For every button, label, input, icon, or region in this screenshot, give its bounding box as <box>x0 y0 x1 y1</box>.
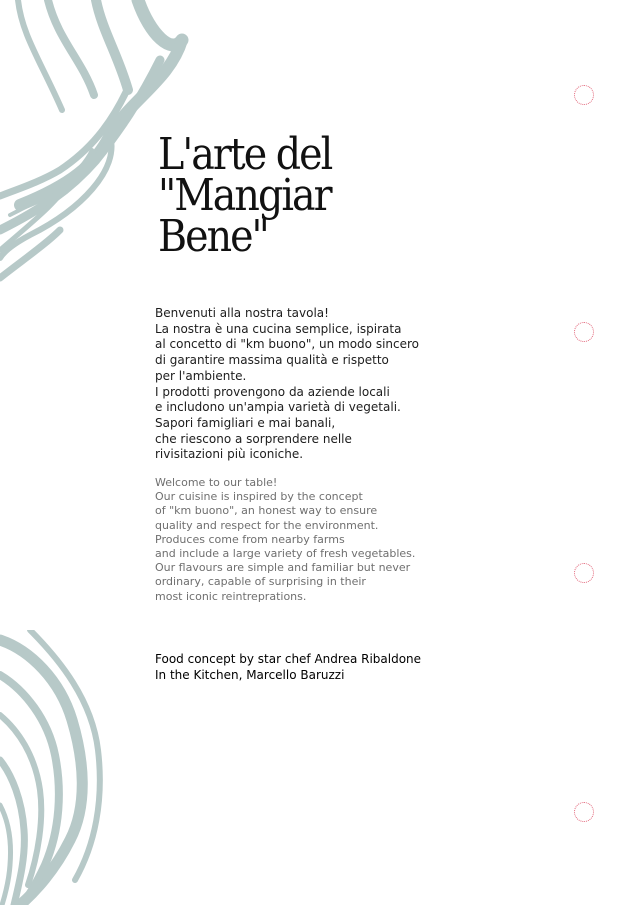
binding-hole <box>574 563 594 583</box>
wave-decoration-bottom <box>0 630 110 905</box>
credit-kitchen: In the Kitchen, Marcello Baruzzi <box>155 668 345 682</box>
binding-hole <box>574 85 594 105</box>
title-line: Bene" <box>158 211 268 262</box>
title-line: "Mangiar <box>158 170 331 221</box>
credit-chef: Food concept by star chef Andrea Ribaldone <box>155 652 422 666</box>
credits <box>155 651 421 683</box>
binding-hole <box>574 322 594 342</box>
binding-hole <box>574 802 594 822</box>
intro-italian: Benvenuti alla nostra tavola! La nostra è una cucina semplice, ispirata al concetto di "km buono", un modo sincero di garantire massima qualità e rispetto per l'ambiente. I prodotti provengono da aziende locali e includono un'ampia varietà di vegetali. Sapori famigliari e mai banali, che riescono a sorprendere nelle rivisitazioni più iconiche. <box>155 306 420 462</box>
page-title <box>158 129 428 262</box>
intro-english: Welcome to our table! Our cuisine is inspired by the concept of "km buono", an honest way to ensure quality and respect for the environment. Produces come from nearby farms and include a large variety of fresh vegetables. Our flavours are simple and familiar but never ordinary, capable of surprising in their most iconic reintreprations. <box>155 476 416 603</box>
title-line: L'arte del <box>158 129 332 180</box>
